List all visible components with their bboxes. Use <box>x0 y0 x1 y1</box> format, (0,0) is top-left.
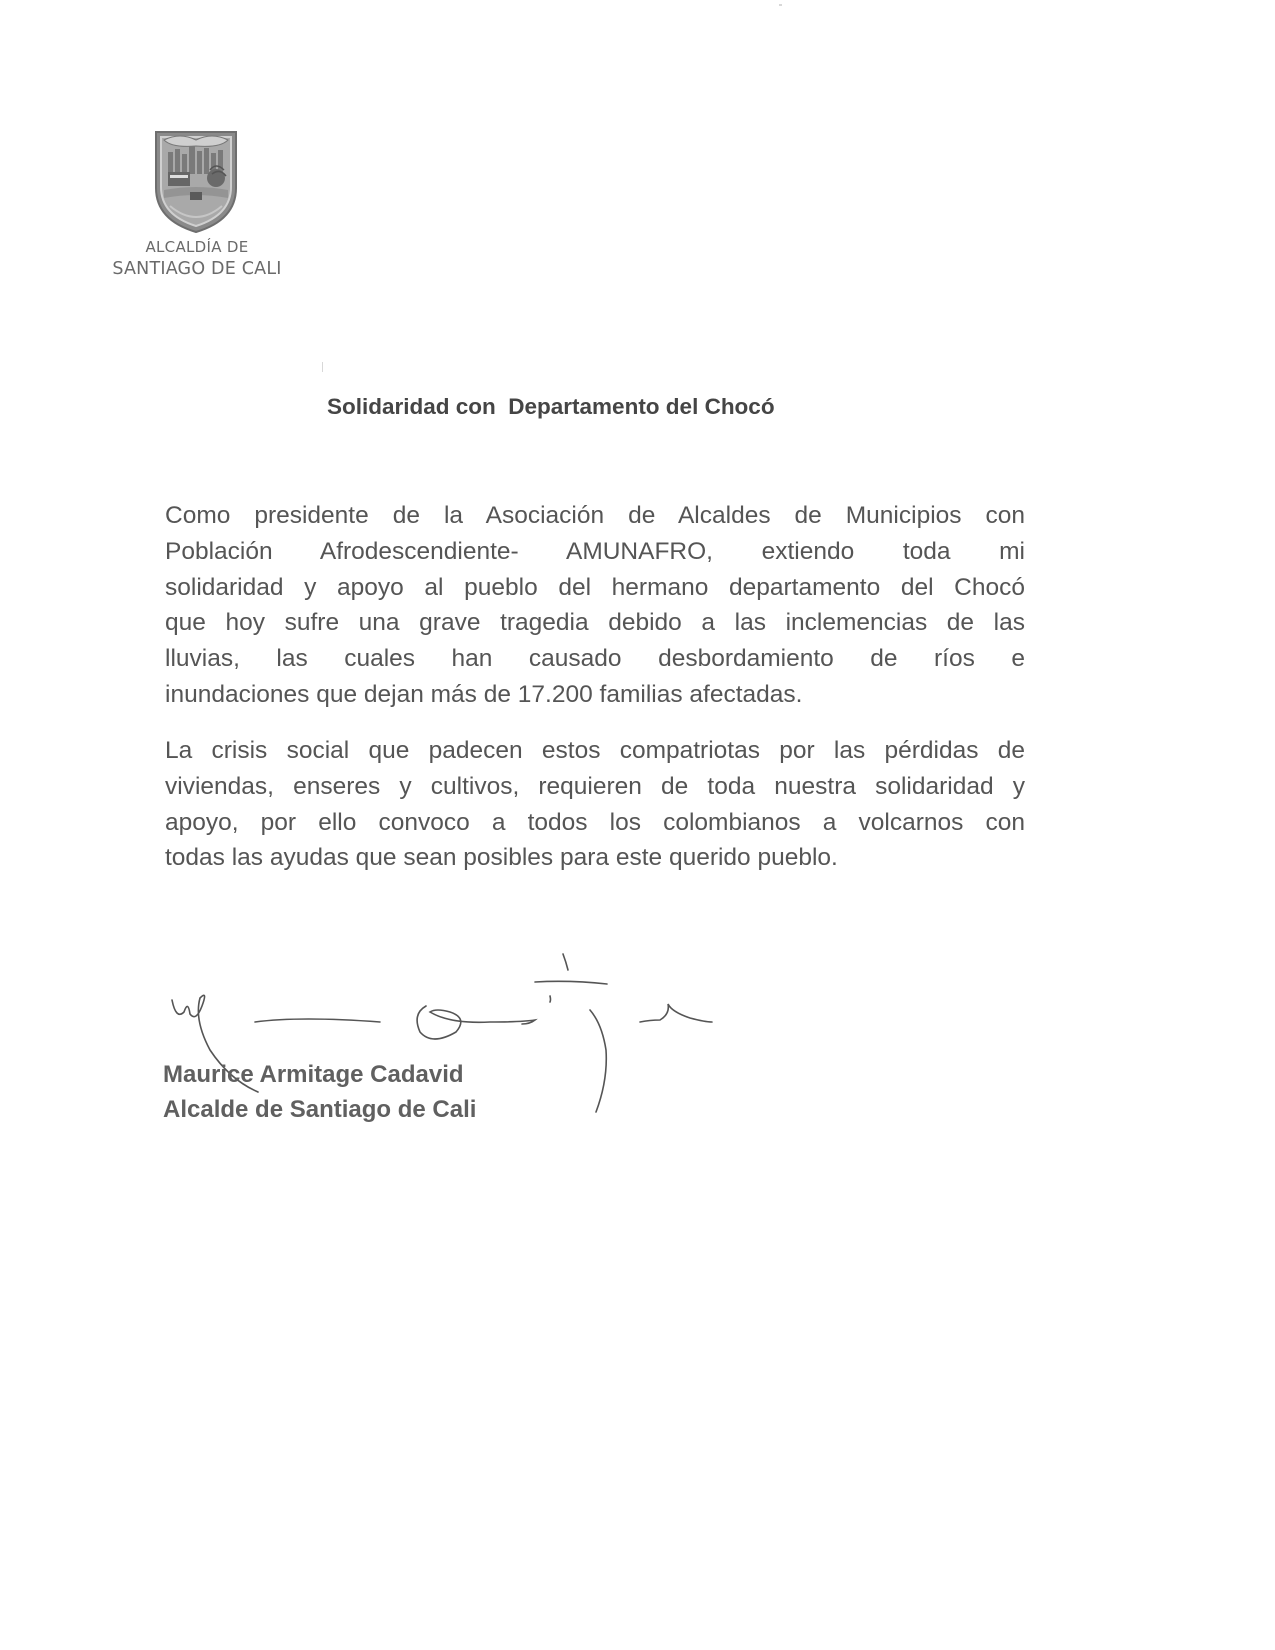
signatory-position: Alcalde de Santiago de Cali <box>163 1096 477 1123</box>
organization-name-line2: SANTIAGO DE CALI <box>112 259 282 279</box>
paragraph-line: que hoy sufre una grave tragedia debido a las inclemencias de las <box>165 609 1025 637</box>
paragraph-line: viviendas, enseres y cultivos, requieren de toda nuestra solidaridad y <box>165 772 1025 800</box>
paragraph-line: inundaciones que dejan más de 17.200 familias afectadas. <box>165 680 803 708</box>
scan-mark <box>779 4 782 6</box>
scan-mark <box>322 362 323 372</box>
signatory-name: Maurice Armitage Cadavid <box>163 1061 464 1088</box>
document-title: Solidaridad con Departamento del Chocó <box>327 394 775 419</box>
paragraph-line: solidaridad y apoyo al pueblo del hermano departamento del Chocó <box>165 573 1025 601</box>
coat-of-arms-logo <box>150 128 242 236</box>
paragraph-line: La crisis social que padecen estos compatriotas por las pérdidas de <box>165 737 1025 764</box>
paragraph-line: todas las ayudas que sean posibles para este querido pueblo. <box>165 844 838 872</box>
organization-name-line1: ALCALDÍA DE <box>145 238 249 256</box>
body-paragraph-1 <box>165 498 1025 713</box>
paragraph-line: Como presidente de la Asociación de Alcaldes de Municipios con <box>165 502 1025 529</box>
paragraph-line: Población Afrodescendiente- AMUNAFRO, extiendo toda mi <box>165 537 1025 565</box>
paragraph-line: apoyo, por ello convoco a todos los colombianos a volcarnos con <box>165 808 1025 836</box>
body-paragraph-2 <box>165 733 1025 876</box>
paragraph-line: lluvias, las cuales han causado desbordamiento de ríos e <box>165 645 1025 673</box>
